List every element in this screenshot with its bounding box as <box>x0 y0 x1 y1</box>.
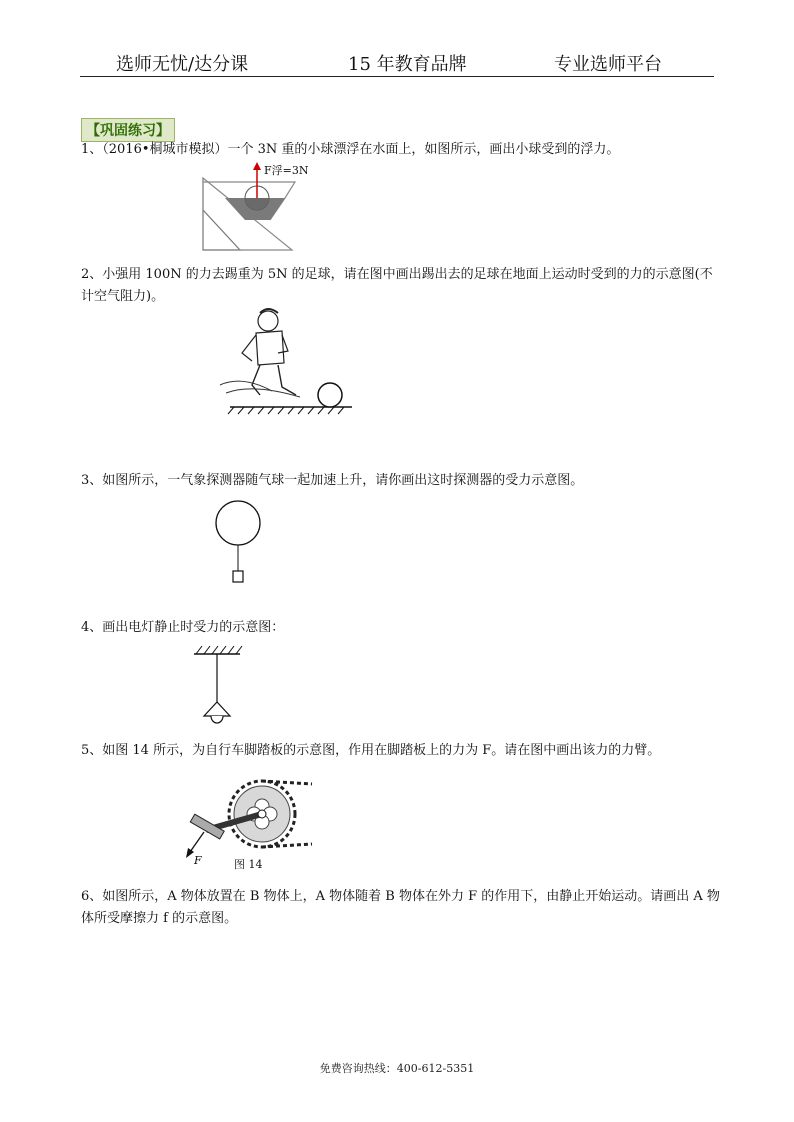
question-2: 2、小强用 100N 的力去踢重为 5N 的足球，请在图中画出踢出去的足球在地面上运动时受到的力的示意图(不计空气阻力)。 <box>81 267 713 304</box>
force-arrow <box>190 832 204 852</box>
question-1: 1、（2016•桐城市模拟）一个 3N 重的小球漂浮在水面上，如图所示，画出小球受到的浮力。 <box>81 142 620 157</box>
page-footer: 免费咨询热线：400-612-5351 <box>319 1062 475 1075</box>
football <box>318 383 342 407</box>
question-3: 3、如图所示，一气象探测器随气球一起加速上升，请你画出这时探测器的受力示意图。 <box>81 473 584 488</box>
question-5: 5、如图 14 所示，为自行车脚踏板的示意图，作用在脚踏板上的力为 F。请在图中画出该力的力臂。 <box>81 743 661 758</box>
header-right: 专业选师平台 <box>554 54 662 75</box>
figure-football-kick <box>212 305 362 415</box>
figure-weather-balloon <box>200 495 280 595</box>
figure-bicycle-pedal <box>172 772 322 872</box>
lamp-bulb <box>211 716 223 723</box>
question-4: 4、画出电灯静止时受力的示意图： <box>81 620 285 635</box>
question-6: 6、如图所示，A 物体放置在 B 物体上，A 物体随着 B 物体在外力 F 的作用下，由静止开始运动。请画出 A 物体所受摩擦力 f 的示意图。 <box>81 889 720 926</box>
header-center: 15 年教育品牌 <box>348 54 467 75</box>
person-head <box>258 311 278 331</box>
balloon <box>216 501 260 545</box>
force-label: F浮=3N <box>264 164 309 177</box>
force-label: F <box>194 854 202 867</box>
page-header <box>80 48 714 77</box>
figure-hanging-lamp <box>182 642 252 734</box>
header-left: 选师无忧/达分课 <box>116 54 249 75</box>
lamp-shade <box>204 702 230 716</box>
person-body <box>256 331 284 365</box>
figure-floating-ball <box>200 160 330 252</box>
detector-box <box>233 571 243 582</box>
figure-caption: 图 14 <box>234 858 263 871</box>
section-title: 【巩固练习】 <box>81 118 175 142</box>
